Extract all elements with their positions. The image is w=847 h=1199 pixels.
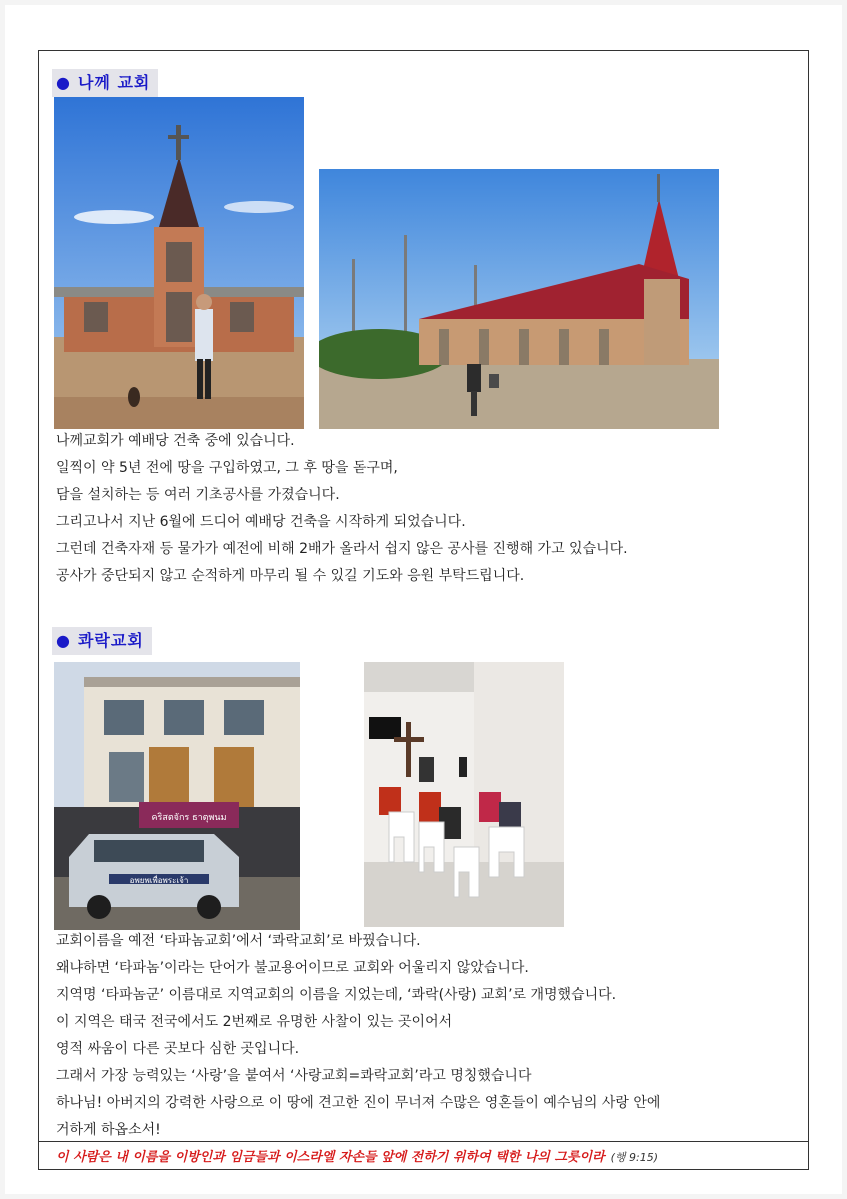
nakae-church-construction-photo	[319, 169, 719, 429]
text-line: 교회이름을 예전 ‘타파놈교회’에서 ‘콰락교회’로 바꿨습니다.	[56, 933, 421, 949]
church-sign-text: คริสตจักร ธาตุพนม	[151, 813, 227, 823]
text-line: 공사가 중단되지 않고 순적하게 마무리 될 수 있길 기도와 응원 부탁드립니다.	[56, 568, 525, 584]
khwarak-church-building-photo	[54, 662, 300, 930]
bullet-icon: ●	[56, 73, 70, 92]
text-line: 영적 싸움이 다른 곳보다 심한 곳입니다.	[56, 1041, 300, 1057]
khwarak-description	[56, 928, 660, 1144]
van-sign-text: อพยพเพื่อพระเจ้า	[129, 876, 189, 885]
text-line: 그런데 건축자재 등 물가가 예전에 비해 2배가 올라서 쉽지 않은 공사를 진행해 가고 있습니다.	[56, 541, 628, 557]
text-line: 일찍이 약 5년 전에 땅을 구입하였고, 그 후 땅을 돋구며,	[56, 460, 398, 476]
nakae-church-building-photo	[54, 97, 304, 429]
section-title: 콰락교회	[77, 631, 144, 650]
footer-verse	[56, 1146, 658, 1165]
text-line: 이 지역은 태국 전국에서도 2번째로 유명한 사찰이 있는 곳이어서	[56, 1014, 453, 1030]
section-title: 나께 교회	[77, 73, 151, 92]
text-line: 나께교회가 예배당 건축 중에 있습니다.	[56, 433, 295, 449]
text-line: 그래서 가장 능력있는 ‘사랑’을 붙여서 ‘사랑교회=콰락교회’라고 명칭했습니다	[56, 1068, 532, 1084]
verse-reference: (행 9:15)	[610, 1151, 659, 1164]
section-heading-nakae	[52, 69, 158, 97]
khwarak-church-worship-photo	[364, 662, 564, 927]
nakae-description	[56, 428, 628, 590]
text-line: 왜냐하면 ‘타파놈’이라는 단어가 불교용어이므로 교회와 어울리지 않았습니다.	[56, 960, 529, 976]
text-line: 그리고나서 지난 6월에 드디어 예배당 건축을 시작하게 되었습니다.	[56, 514, 466, 530]
verse-text: 이 사람은 내 이름을 이방인과 임금들과 이스라엘 자손들 앞에 전하기 위하여 택한 나의 그릇이라	[56, 1150, 605, 1165]
text-line: 지역명 ‘타파놈군’ 이름대로 지역교회의 이름을 지었는데, ‘콰락(사랑) 교회’로 개명했습니다.	[56, 987, 617, 1003]
bullet-icon: ●	[56, 631, 70, 650]
text-line: 하나님! 아버지의 강력한 사랑으로 이 땅에 견고한 진이 무너져 수많은 영혼들이 예수님의 사랑 안에	[56, 1095, 661, 1111]
text-line: 담을 설치하는 등 여러 기초공사를 가졌습니다.	[56, 487, 340, 503]
footer-divider	[38, 1141, 809, 1142]
section-heading-khwarak	[52, 627, 152, 655]
text-line: 거하게 하옵소서!	[56, 1122, 161, 1138]
